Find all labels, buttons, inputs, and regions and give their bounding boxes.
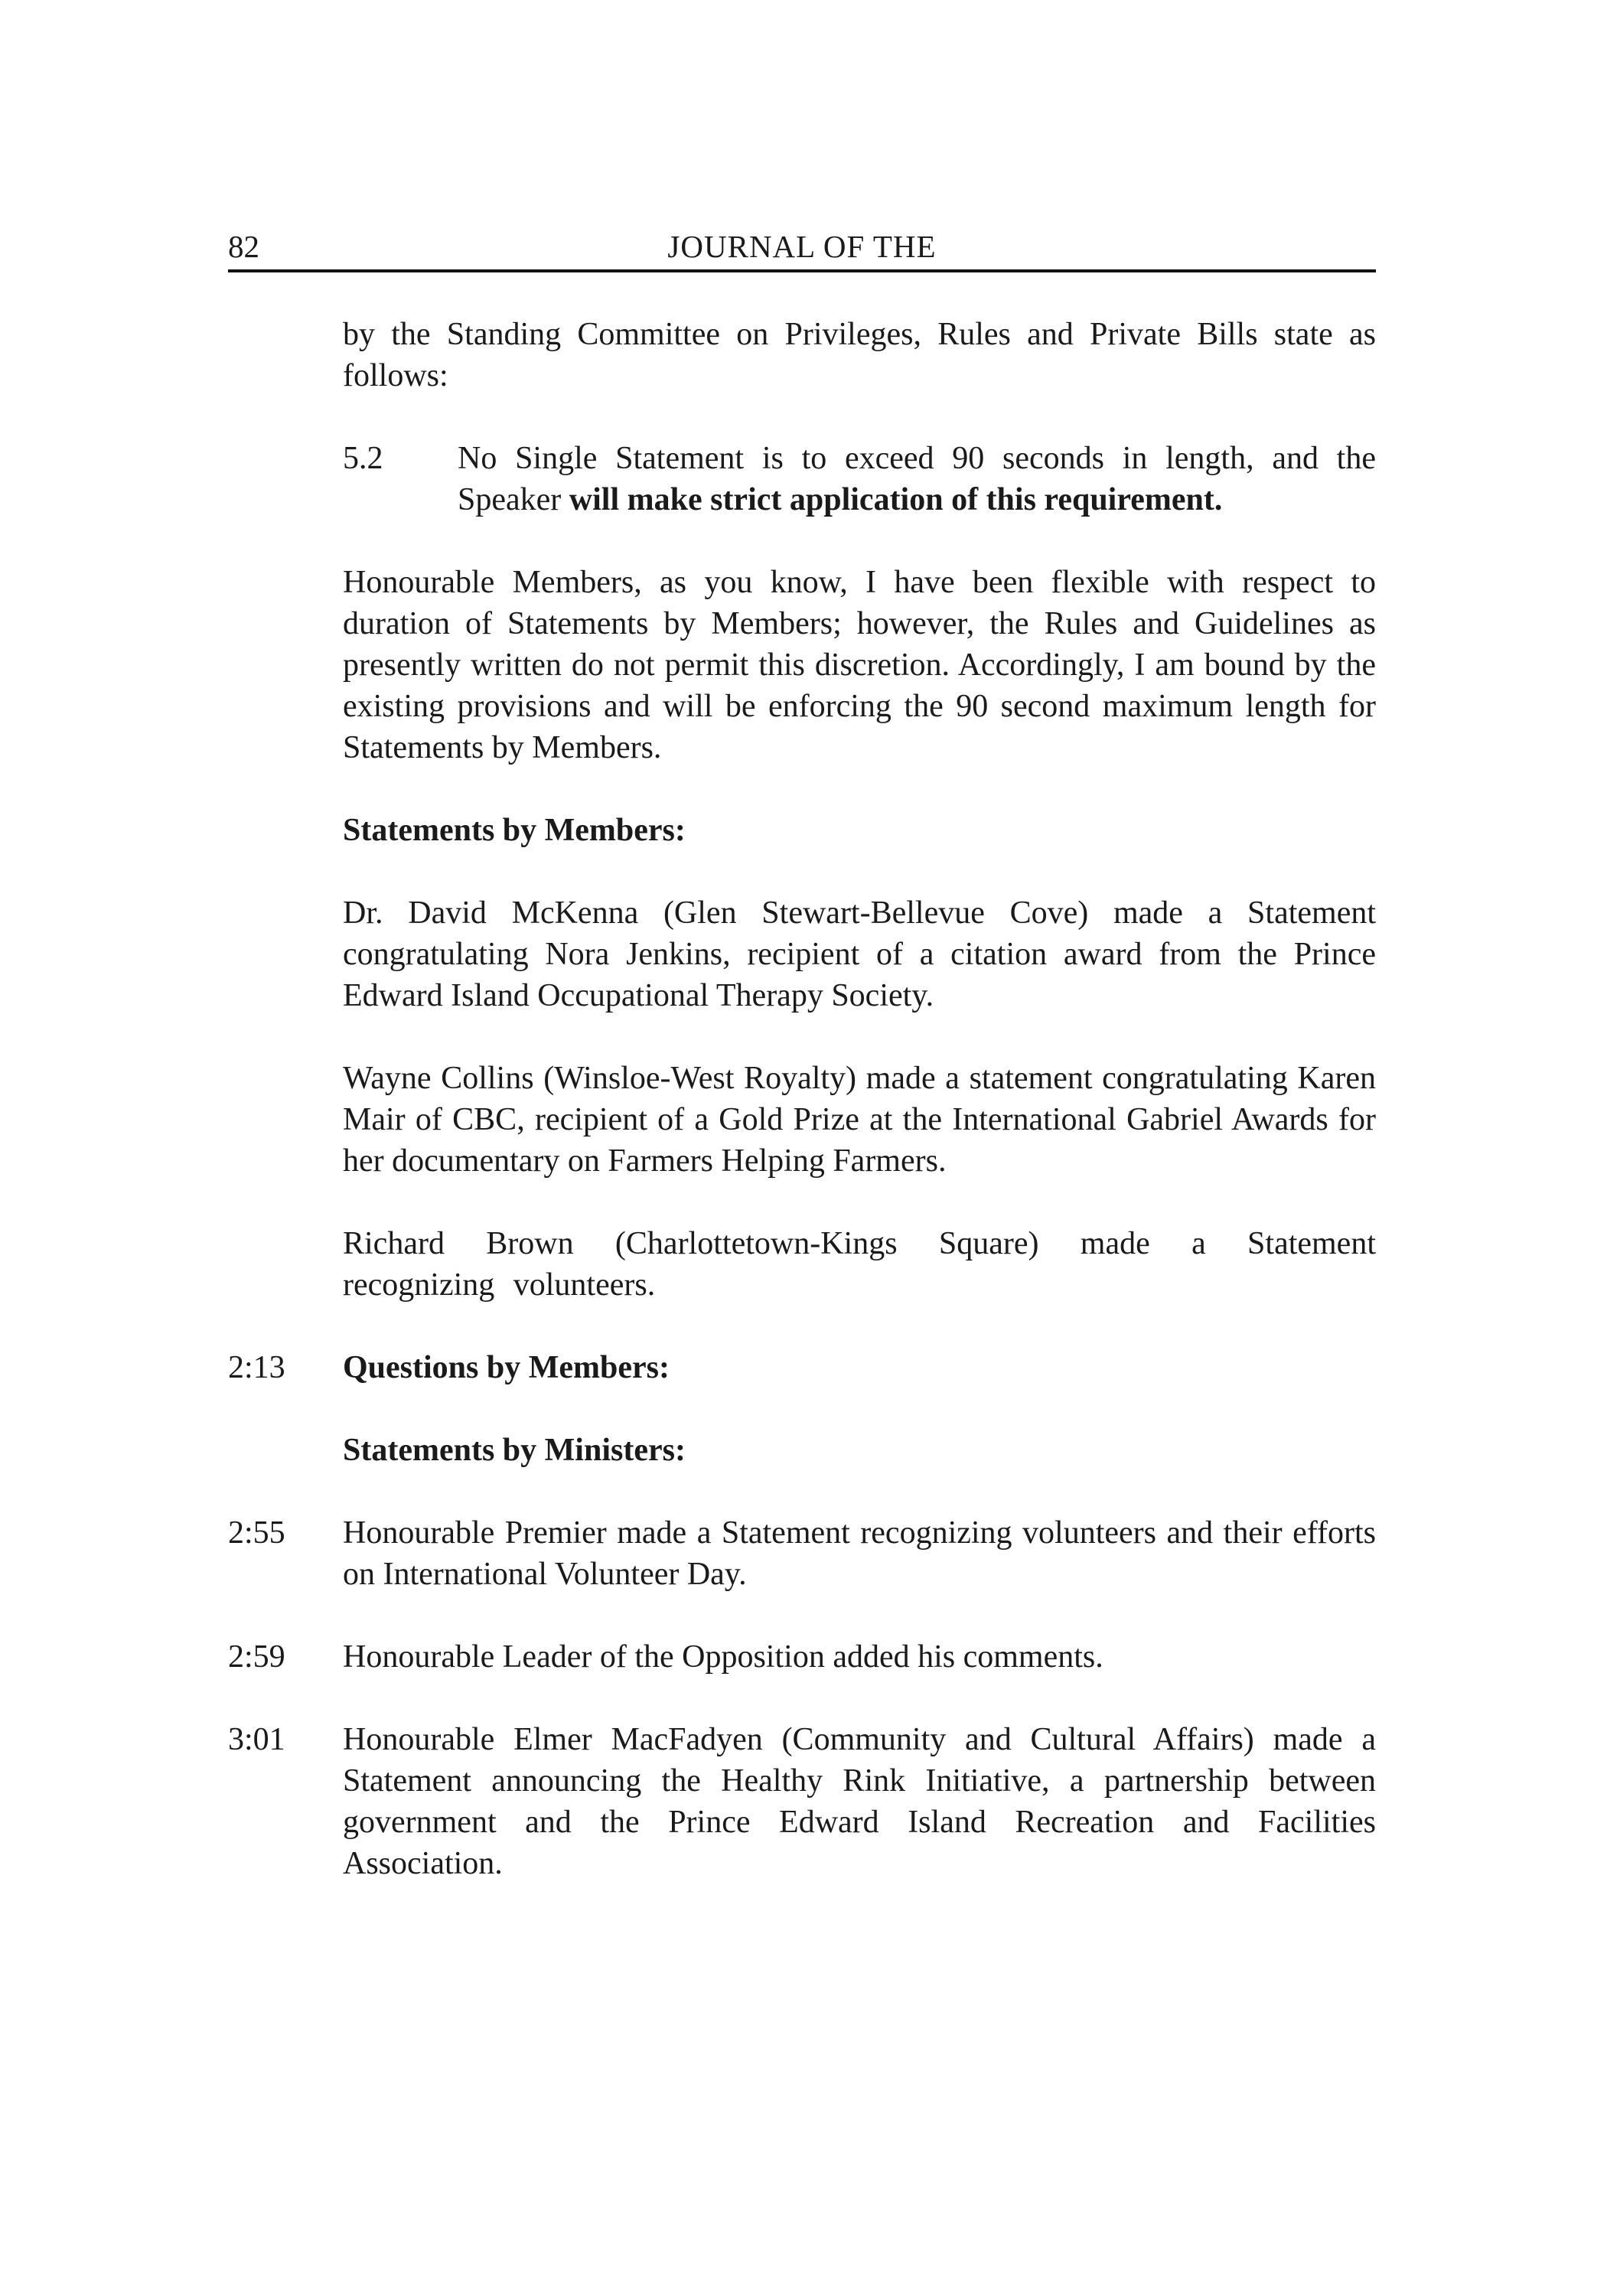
time-opposition: 2:59 bbox=[228, 1639, 285, 1675]
page-header bbox=[228, 227, 1376, 272]
member-statement-brown: Richard Brown (Charlottetown-Kings Square) made a Statement recognizing volunteers. bbox=[343, 1226, 1376, 1303]
minister-statement-premier: Honourable Premier made a Statement recognizing volunteers and their efforts on International Volunteer Day. bbox=[343, 1515, 1376, 1592]
time-questions: 2:13 bbox=[228, 1350, 285, 1385]
running-title: JOURNAL OF THE bbox=[667, 229, 937, 264]
rule-text bbox=[458, 438, 1376, 520]
rule-text-bold: will make strict application of this requirement. bbox=[569, 482, 1223, 517]
time-macfadyen: 3:01 bbox=[228, 1722, 285, 1757]
time-premier: 2:55 bbox=[228, 1515, 285, 1551]
members-statements-heading: Statements by Members: bbox=[343, 813, 686, 848]
rule-text-plain: No Single Statement is to exceed 90 seconds in length, and the Speaker bbox=[458, 441, 1376, 517]
opposition-comments: Honourable Leader of the Opposition added his comments. bbox=[343, 1639, 1103, 1675]
speaker-remarks: Honourable Members, as you know, I have been flexible with respect to duration of Statements by Members; however, the Rules and Guidelines as presently written do not permit this discretion. Accordingly, I am bound by the existing provisions and will be enforcing the 90 second maximum length for Statements by Members. bbox=[343, 565, 1376, 765]
questions-heading: Questions by Members: bbox=[343, 1350, 670, 1385]
minister-statement-macfadyen: Honourable Elmer MacFadyen (Community and Cultural Affairs) made a Statement announcing the Healthy Rink Initiative, a partnership between government and the Prince Edward Island Recreation and Facilities Association. bbox=[343, 1722, 1376, 1881]
member-statement-mckenna: Dr. David McKenna (Glen Stewart-Bellevue Cove) made a Statement congratulating Nora Jenkins, recipient of a citation award from the Prince Edward Island Occupational Therapy Society. bbox=[343, 895, 1376, 1013]
rule-number: 5.2 bbox=[343, 441, 383, 476]
member-statement-collins: Wayne Collins (Winsloe-West Royalty) made a statement congratulating Karen Mair of CBC, recipient of a Gold Prize at the International Gabriel Awards for her documentary on Farmers Helping Farmers. bbox=[343, 1061, 1376, 1179]
page-number: 82 bbox=[228, 229, 259, 264]
intro-paragraph: by the Standing Committee on Privileges, Rules and Private Bills state as follows: bbox=[343, 317, 1376, 393]
ministers-statements-heading: Statements by Ministers: bbox=[343, 1433, 686, 1468]
